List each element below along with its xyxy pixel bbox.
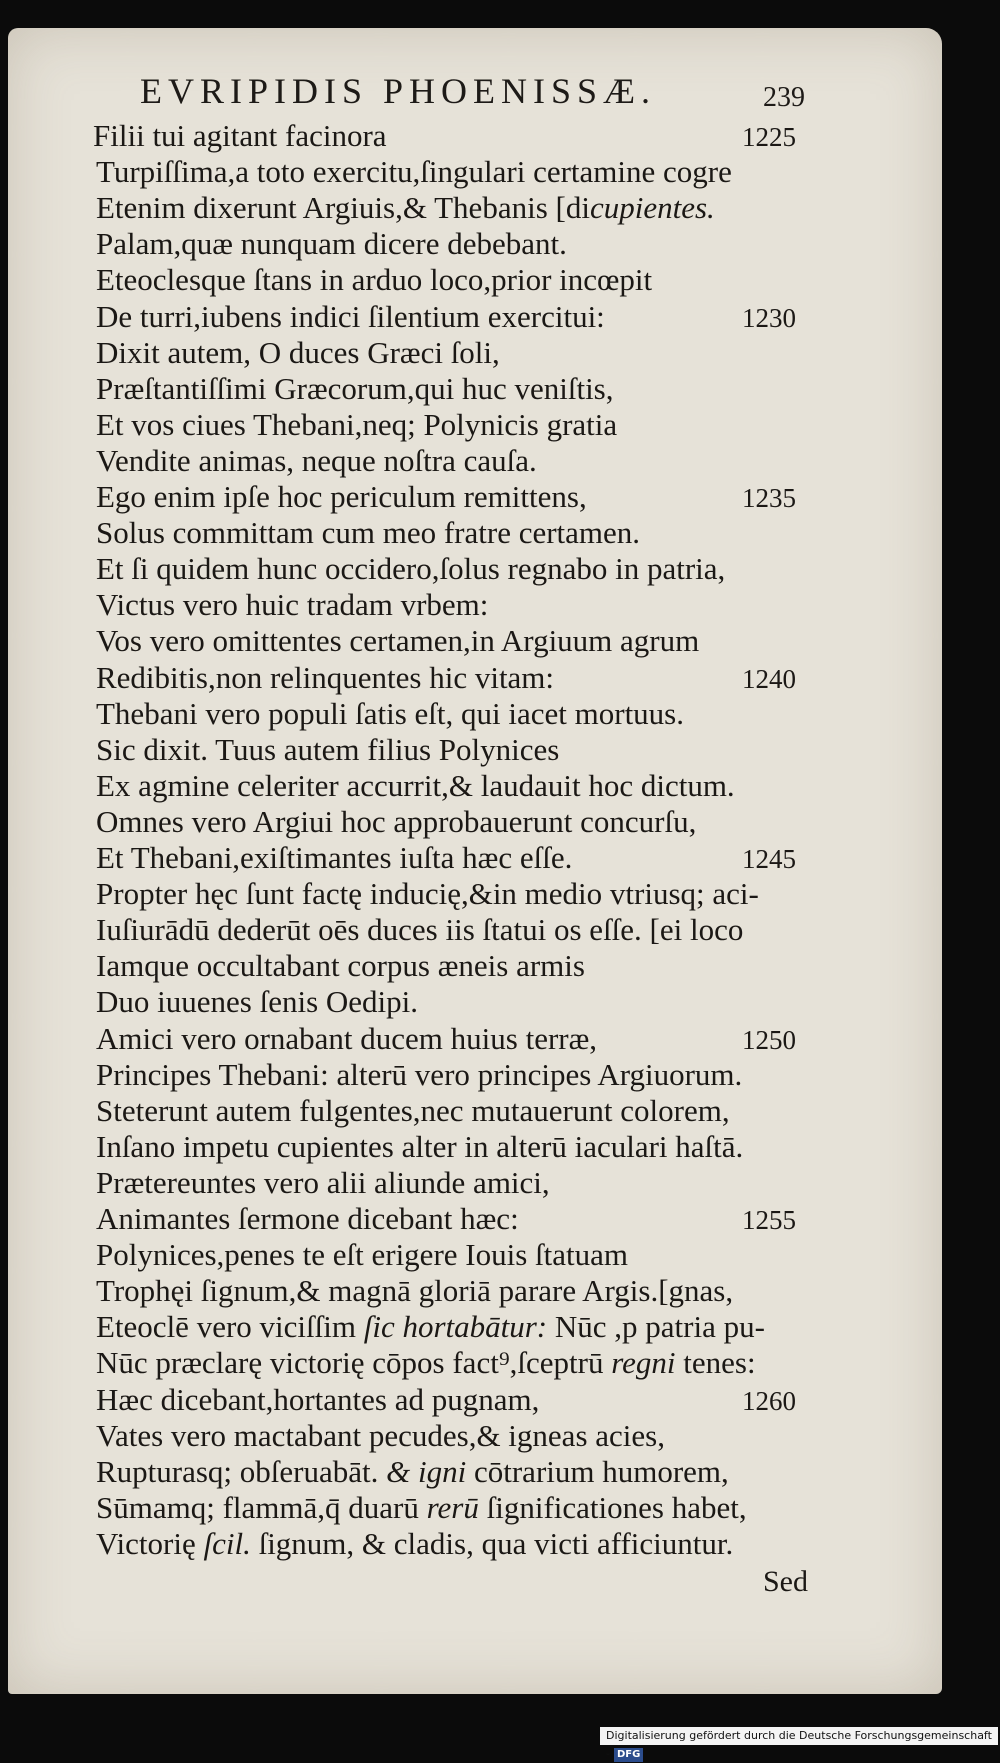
verse-line <box>96 912 743 947</box>
verse-line <box>96 226 567 261</box>
verse-text: Victus vero huic tradam vrbem: <box>96 587 489 622</box>
italic-note: & igni <box>386 1454 467 1489</box>
line-number: 1240 <box>742 664 796 694</box>
verse-line <box>96 479 587 514</box>
verse-line <box>96 696 684 731</box>
verse-line <box>96 1129 743 1164</box>
line-number: 1255 <box>742 1205 796 1235</box>
verse-text-continued: cōtrarium humorem, <box>466 1454 729 1489</box>
verse-text: Ego enim ipſe hoc periculum remittens, <box>96 479 587 514</box>
verse-line <box>96 1309 765 1344</box>
verse-text-continued: ſignificationes habet, <box>478 1490 747 1525</box>
line-number: 1250 <box>742 1025 796 1055</box>
verse-text: Filii tui agitant facinora <box>93 118 387 153</box>
verse-line <box>96 1345 756 1380</box>
verse-line <box>96 1165 550 1200</box>
verse-text: Et vos ciues Thebani,neq; Polynicis gratia <box>96 407 618 442</box>
verse-text: De turri,iubens indici ſilentium exercitui: <box>96 299 605 334</box>
line-number: 1230 <box>742 303 796 333</box>
verse-line <box>96 876 759 911</box>
verse-line <box>96 1454 729 1489</box>
italic-note: cupientes. <box>589 190 715 225</box>
verse-text: Vates vero mactabant pecudes,& igneas acies, <box>96 1418 665 1453</box>
catchword: Sed <box>763 1565 808 1598</box>
verse-text: Turpiſſima,a toto exercitu,ſingulari certamine cogre <box>96 154 732 189</box>
verse-text: Vos vero omittentes certamen,in Argiuum agrum <box>96 623 700 658</box>
verse-line <box>96 984 418 1019</box>
verse-line <box>96 262 652 297</box>
verse-line <box>96 1237 628 1272</box>
verse-line <box>96 515 640 550</box>
verse-text: Victorię <box>96 1526 204 1561</box>
verse-text: Sūmamq; flammā,q̄ duarū <box>96 1490 427 1525</box>
verse-text: Trophęi ſignum,& magnā gloriā parare Argis.[gnas, <box>96 1273 734 1308</box>
verse-line <box>96 804 696 839</box>
line-number: 1235 <box>742 483 796 513</box>
verse-text: Dixit autem, O duces Græci ſoli, <box>96 335 500 370</box>
verse-line <box>96 1057 742 1092</box>
verse-line <box>96 299 605 334</box>
verse-text: Iamque occultabant corpus æneis armis <box>96 948 585 983</box>
verse-text: Duo iuuenes ſenis Oedipi. <box>96 984 419 1019</box>
italic-note: rerū <box>426 1490 479 1525</box>
digitization-credit <box>600 1727 998 1760</box>
italic-note: regni <box>611 1345 676 1380</box>
verse-text: Redibitis,non relinquentes hic vitam: <box>96 660 555 695</box>
verse-line <box>96 443 537 478</box>
verse-text-continued: tenes: <box>675 1345 756 1380</box>
verse-text: Eteoclē vero viciſſim <box>96 1309 364 1344</box>
verse-text: Ex agmine celeriter accurrit,& laudauit hoc dictum. <box>96 768 735 803</box>
verse-line <box>96 768 735 803</box>
verse-text: Principes Thebani: alterū vero principes Argiuorum. <box>96 1057 743 1092</box>
verse-line <box>96 154 732 189</box>
verse-line <box>96 371 614 406</box>
verse-text: Animantes ſermone dicebant hæc: <box>96 1201 519 1236</box>
verse-text: Propter hęc ſunt factę inducię,&in medio vtriusq; aci- <box>96 876 759 911</box>
verse-text: Polynices,penes te eſt erigere Iouis ſtatuam <box>96 1237 628 1272</box>
verse-line <box>96 1273 733 1308</box>
verse-text: Omnes vero Argiui hoc approbauerunt concurſu, <box>96 804 697 839</box>
verse-text-continued: ſignum, & cladis, qua victi afficiuntur. <box>250 1526 734 1561</box>
verse-line <box>96 190 715 225</box>
verse-line <box>96 335 500 370</box>
verse-text: Et Thebani,exiſtimantes iuſta hæc eſſe. <box>96 840 573 875</box>
verse-text: Thebani vero populi ſatis eſt, qui iacet mortuus. <box>96 696 685 731</box>
verse-text: Rupturasq; obſeruabāt. <box>96 1454 387 1489</box>
italic-note: ſic hortabātur: <box>363 1309 548 1344</box>
verse-text: Præſtantiſſimi Græcorum,qui huc veniſtis, <box>96 371 614 406</box>
verse-line <box>93 118 387 153</box>
verse-text: Steterunt autem fulgentes,nec mutauerunt colorem, <box>96 1093 730 1128</box>
running-title: EVRIPIDIS PHOENISSÆ. <box>140 71 657 111</box>
verse-text: Prætereuntes vero alii aliunde amici, <box>96 1165 550 1200</box>
verse-line <box>96 840 572 875</box>
verse-text-continued: Nūc ,p patria pu- <box>547 1309 765 1344</box>
verse-line <box>96 1490 747 1525</box>
verse-line <box>96 1382 539 1417</box>
verse-text: Inſano impetu cupientes alter in alterū iaculari haſtā. <box>96 1129 744 1164</box>
verse-text: Nūc præclarę victorię cōpos fact⁹,ſceptrū <box>96 1345 612 1380</box>
verse-line <box>96 1526 733 1561</box>
verse-text: Solus committam cum meo fratre certamen. <box>96 515 641 550</box>
verse-line <box>96 407 617 442</box>
verse-line <box>96 1093 730 1128</box>
verse-text: Hæc dicebant,hortantes ad pugnam, <box>96 1382 540 1417</box>
verse-text: Iuſiurādū dederūt oēs duces iis ſtatui os eſſe. [ei loco <box>96 912 744 947</box>
verse-text: Sic dixit. Tuus autem filius Polynices <box>96 732 560 767</box>
verse-line <box>96 551 725 586</box>
verse-line <box>96 1201 519 1236</box>
verse-line <box>96 948 585 983</box>
credit-text: Digitalisierung gefördert durch die Deutsche Forschungsgemeinschaft - <box>606 1729 992 1760</box>
dfg-logo: DFG <box>614 1748 643 1762</box>
line-number: 1225 <box>742 122 796 152</box>
verse-line <box>96 623 699 658</box>
verse-text: Vendite animas, neque noſtra cauſa. <box>96 443 537 478</box>
verse-line <box>96 1021 597 1056</box>
page-number: 239 <box>763 82 805 113</box>
verse-line <box>96 660 554 695</box>
verse-text: Amici vero ornabant ducem huius terræ, <box>96 1021 598 1056</box>
verse-text: Palam,quæ nunquam dicere debebant. <box>96 226 567 261</box>
verse-line <box>96 1418 665 1453</box>
italic-note: ſcil. <box>203 1526 251 1561</box>
line-number: 1260 <box>742 1386 796 1416</box>
verse-text: Et ſi quidem hunc occidero,ſolus regnabo in patria, <box>96 551 726 586</box>
verse-line <box>96 732 559 767</box>
verse-text: Etenim dixerunt Argiuis,& Thebanis [di <box>96 190 590 225</box>
line-number: 1245 <box>742 844 796 874</box>
verse-text: Eteoclesque ſtans in arduo loco,prior incœpit <box>96 262 653 297</box>
verse-line <box>96 587 488 622</box>
